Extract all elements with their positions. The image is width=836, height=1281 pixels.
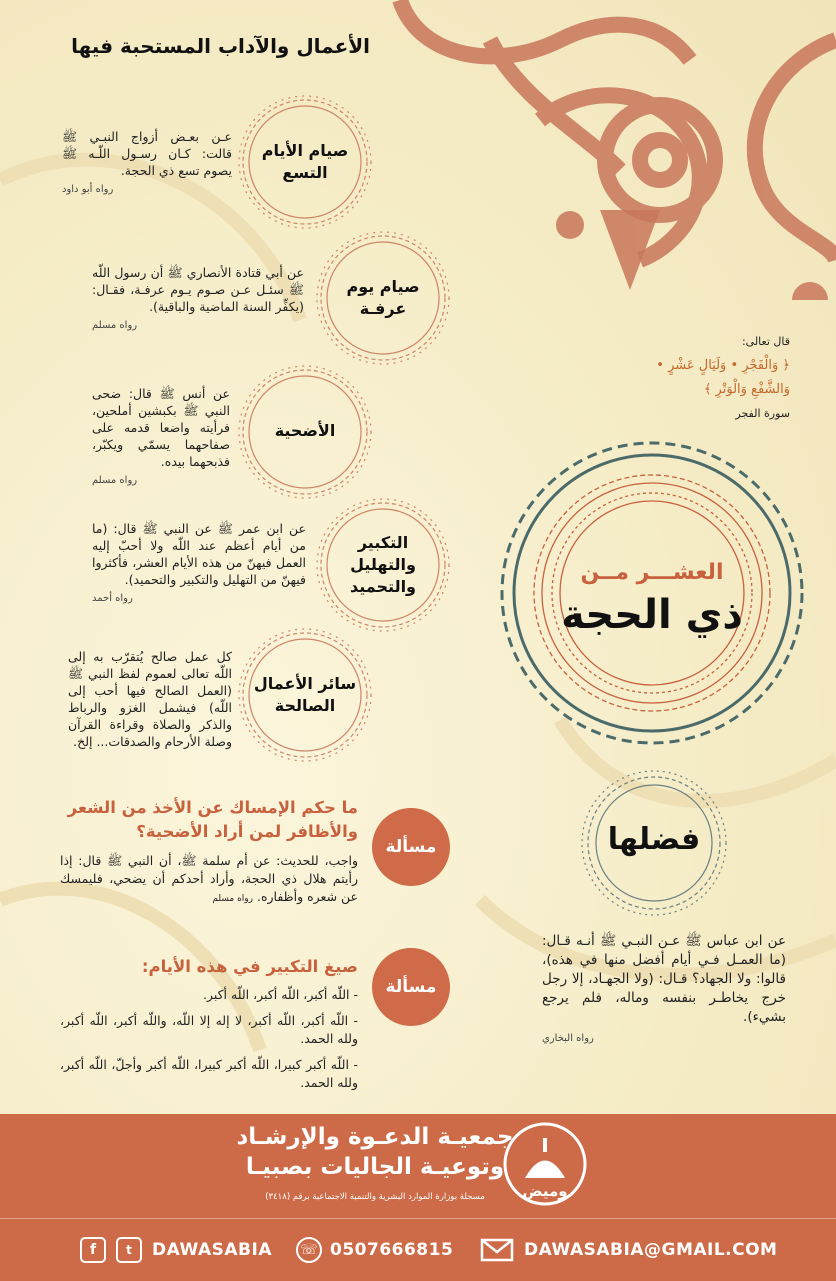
virtue-text	[542, 932, 786, 1048]
quran-verse-block	[560, 330, 790, 426]
item-source: رواه مسلم	[92, 320, 138, 331]
whatsapp-icon[interactable]: ☏	[296, 1237, 322, 1263]
item-source: رواه مسلم	[92, 475, 138, 486]
ring-label-fasting-nine: صيام الأيام التسع	[261, 141, 349, 182]
item-source: رواه أبو داود	[62, 184, 114, 195]
question-heading-2: صيغ التكبير في هذه الأيام:	[141, 957, 358, 976]
email-icon[interactable]	[480, 1238, 514, 1262]
item-hadith: كل عمل صالح يُتقرّب به إلى اللّه تعالى لعموم لفظ النبي ﷺ (العمل الصالح فيها أحب إلى اللّه) فيشمل الغزو والرباط والذكر والصلاة وقراءة القرآن وصلة الأرحام والصدقات... إلخ.	[68, 649, 232, 749]
ring-label-arafah: صيام يوم عرفـة	[346, 277, 420, 318]
social-handle[interactable]: DAWASABIA	[152, 1240, 272, 1260]
question-badge-1: مسألة	[372, 808, 450, 886]
item-hadith: عـن بعـض أزواج النبـي ﷺ قالت: كـان رسـول اللّـه ﷺ يصوم تسع ذي الحجة.	[62, 129, 232, 178]
page-title: الأعمال والآداب المستحبة فيها	[71, 34, 370, 58]
item-text-udhiyah	[92, 385, 230, 489]
email-address[interactable]: DAWASABIA@GMAIL.COM	[524, 1240, 778, 1260]
ring-label-takbir: التكبير والتهليل والتحميد	[350, 533, 416, 596]
takbir-form-3: - اللّه أكبر كبيرا، اللّه أكبر كبيرا، اللّه أكبر وأجلّ، اللّه أكبر، ولله الحمد.	[60, 1057, 358, 1090]
verse-line-1: ﴿ وَالْفَجْرِ • وَلَيَالٍ عَشْرٍ •	[656, 358, 790, 373]
item-source: رواه أحمد	[92, 593, 133, 604]
verse-intro: قال تعالى:	[741, 335, 790, 348]
org-name-line2: وتوعيـة الجاليات بصبيـا	[245, 1154, 505, 1180]
item-hadith: عن أبي قتادة الأنصاري ﷺ أن رسول اللّه ﷺ سئـل عـن صـوم يـوم عرفـة، فقـال: (يكفِّر السنة الماضية والباقية).	[92, 265, 304, 314]
item-text-good-deeds	[68, 648, 232, 750]
question-source: رواه مسلم	[212, 894, 253, 904]
item-text-arafah	[92, 264, 304, 334]
verse-surah: سورة الفجر	[735, 407, 790, 420]
virtue-label: فضلها	[607, 822, 701, 857]
virtue-source: رواه البخاري	[542, 1033, 594, 1044]
item-text-fasting-nine	[62, 128, 232, 198]
twitter-icon[interactable]: t	[116, 1237, 142, 1263]
ring-label-udhiyah: الأضحية	[274, 421, 336, 440]
item-hadith: عن أنس ﷺ قال: ضحى النبي ﷺ بكبشين أملحين، فرأيته واضعا قدمه على صفاحهما يسمّي ويكبّر، فذبحهما بيده.	[92, 386, 230, 469]
question-text-1	[60, 852, 358, 908]
ring-label-good-deeds: سائر الأعمال الصالحة	[253, 674, 357, 715]
question-badge-2: مسألة	[372, 948, 450, 1026]
question-answer: واجب، للحديث: عن أم سلمة ﷺ، أن النبي ﷺ قال: إذا رأيتم هلال ذي الحجة، وأراد أحدكم أن يضحي، فليمسك عن شعره وأظفاره.	[60, 853, 358, 904]
virtue-hadith: عن ابن عباس ﷺ عـن النبـي ﷺ أنـه قـال: (ما العمـل فـي أيام أفضل منها في هذه)، قالوا: ولا الجهاد؟ قـال: (ولا الجهـاد، إلا رجل خرج يخاطـر بنفسه وماله، فلم يرجع بشيء).	[542, 933, 786, 1025]
item-text-takbir	[92, 520, 306, 607]
center-title-line2: ذي الحجة	[561, 592, 743, 638]
item-hadith: عن ابن عمر ﷺ عن النبي ﷺ قال: (ما من أيام أعظم عند اللّه ولا أحبّ إليه العمل فيهنّ من هذه الأيام العشر، فأكثروا فيهنّ من التهليل والتكبير والتحميد).	[92, 521, 306, 587]
logo-wordmark: وميض	[522, 1182, 568, 1200]
question-text-2	[60, 986, 358, 1092]
phone-number[interactable]: 0507666815	[330, 1240, 454, 1260]
question-heading-1: ما حكم الإمساك عن الأخذ من الشعر والأظافر لمن أراد الأضحية؟	[67, 798, 358, 841]
center-title-line1: العشـــر مــن	[580, 560, 724, 585]
verse-line-2: وَالشَّفْعِ وَالْوَتْرِ ﴾	[703, 382, 790, 397]
org-name-line1: جمعيـة الدعـوة والإرشـاد	[236, 1124, 514, 1150]
takbir-form-1: - اللّه أكبر، اللّه أكبر، اللّه أكبر.	[202, 987, 358, 1002]
org-registration: مسجلة بوزارة الموارد البشرية والتنمية الاجتماعية برقم (٣٤١٨)	[265, 1192, 485, 1202]
takbir-form-2: - اللّه أكبر، اللّه أكبر، لا إله إلا اللّه، واللّه أكبر، اللّه أكبر، ولله الحمد.	[60, 1013, 358, 1046]
facebook-icon[interactable]: f	[80, 1237, 106, 1263]
